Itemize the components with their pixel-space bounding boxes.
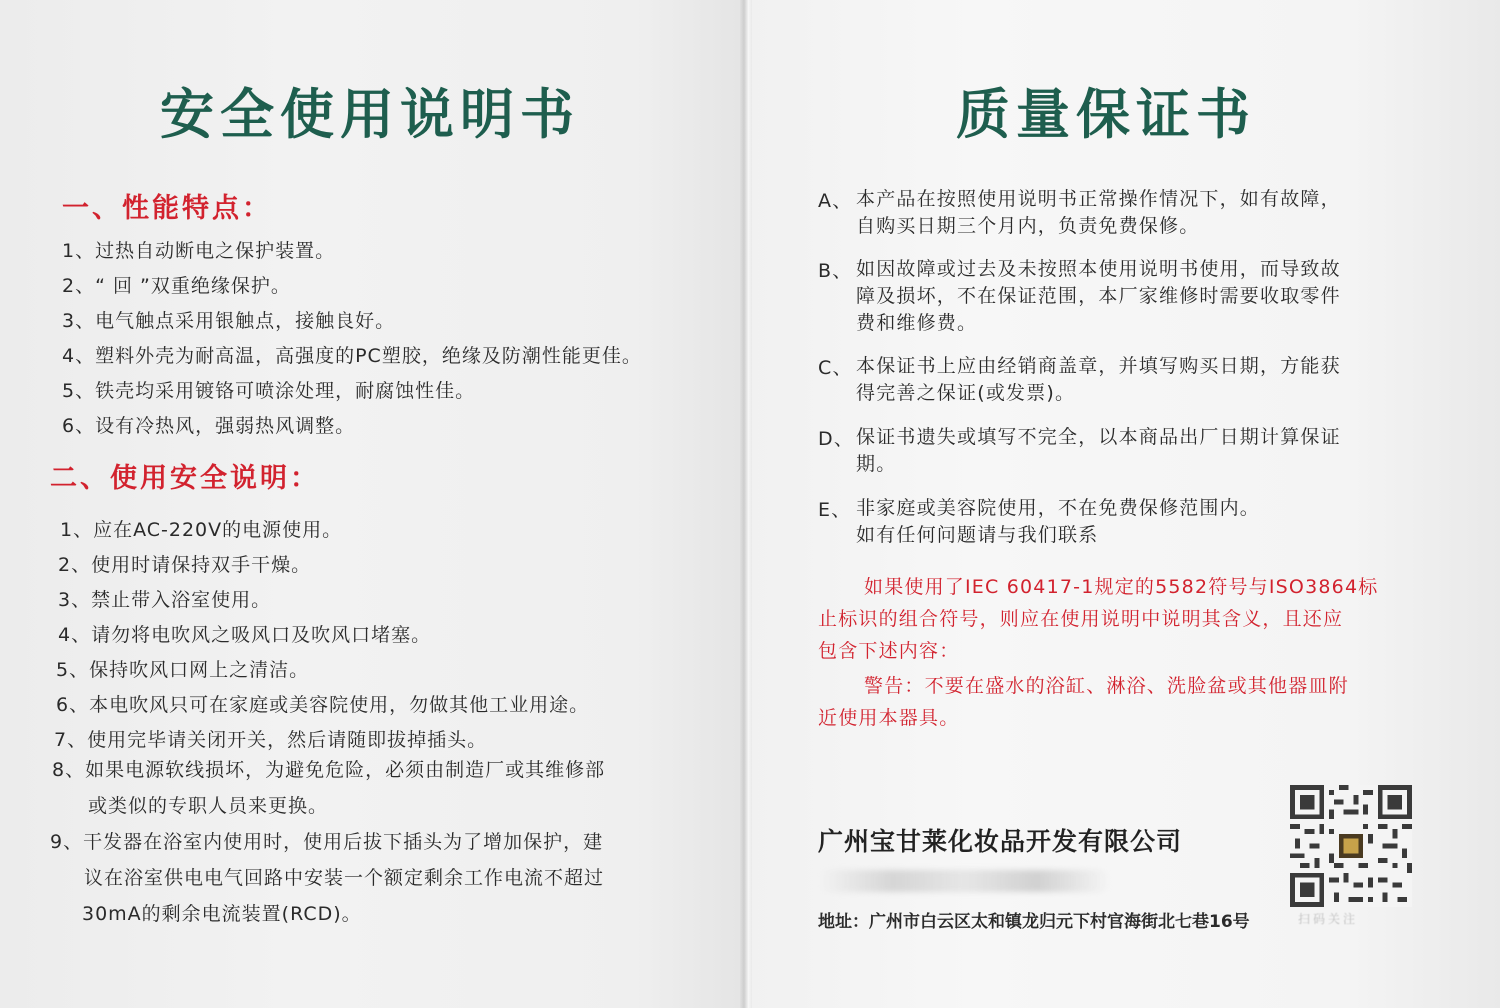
performance-item-2: 2、“ 回 ”双重绝缘保护。 (62, 275, 291, 297)
clause-d-letter: D、 (818, 428, 855, 450)
qr-caption: 扫码关注 (1298, 912, 1359, 926)
left-page (0, 0, 748, 1008)
symbol-notice-line-3: 包含下述内容： (818, 640, 960, 662)
symbol-notice-line-2: 止标识的组合符号，则应在使用说明中说明其含义，且还应 (818, 608, 1344, 630)
symbol-notice (818, 571, 1378, 667)
performance-item-3: 3、电气触点采用银触点，接触良好。 (62, 310, 396, 332)
clause-a-letter: A、 (818, 190, 853, 212)
warranty-clause-a (818, 186, 1341, 240)
warning-line-1: 警告：不要在盛水的浴缸、淋浴、洗脸盆或其他器皿附 (864, 675, 1349, 697)
section-performance-heading: 一、性能特点： (62, 193, 272, 224)
company-address: 地址：广州市白云区太和镇龙归元下村官海街北七巷16号 (818, 912, 1250, 932)
safety-item-2: 2、使用时请保持双手干燥。 (58, 554, 312, 576)
warning-line-2: 近使用本器具。 (818, 707, 960, 729)
clause-e-line-2: 如有任何问题请与我们联系 (856, 524, 1099, 546)
performance-item-6: 6、设有冷热风，强弱热风调整。 (62, 415, 356, 437)
warranty-clause-d (818, 424, 1341, 478)
clause-c-line-1: 本保证书上应由经销商盖章，并填写购买日期，方能获 (856, 355, 1341, 377)
warning-text (818, 670, 1349, 734)
clause-a-line-2: 自购买日期三个月内，负责免费保修。 (856, 215, 1200, 237)
safety-manual-title: 安全使用说明书 (160, 83, 580, 146)
safety-item-9-line-3: 30mA的剩余电流装置(RCD)。 (82, 903, 362, 925)
clause-d-line-2: 期。 (856, 453, 897, 475)
clause-b-letter: B、 (818, 260, 853, 282)
safety-item-9-line-1: 9、干发器在浴室内使用时，使用后拔下插头为了增加保护，建 (50, 831, 604, 853)
warranty-title: 质量保证书 (956, 83, 1256, 146)
clause-b-line-2: 障及损坏，不在保证范围，本厂家维修时需要收取零件 (856, 285, 1341, 307)
safety-item-7: 7、使用完毕请关闭开关，然后请随即拔掉插头。 (54, 729, 488, 751)
blurred-contact-line (820, 870, 1110, 892)
safety-item-3: 3、禁止带入浴室使用。 (58, 589, 272, 611)
section-safety-heading: 二、使用安全说明： (50, 463, 320, 494)
safety-item-6: 6、本电吹风只可在家庭或美容院使用，勿做其他工业用途。 (56, 694, 590, 716)
clause-b-line-1: 如因故障或过去及未按照本使用说明书使用，而导致故 (856, 258, 1341, 280)
performance-item-1: 1、过热自动断电之保护装置。 (62, 240, 336, 262)
safety-item-4: 4、请勿将电吹风之吸风口及吹风口堵塞。 (58, 624, 432, 646)
clause-c-letter: C、 (818, 357, 853, 379)
clause-e-letter: E、 (818, 499, 852, 521)
safety-item-8-line-2: 或类似的专职人员来更换。 (88, 795, 329, 817)
qr-code[interactable] (1290, 785, 1412, 907)
safety-item-9 (50, 824, 604, 932)
warranty-clause-b (818, 256, 1341, 337)
clause-a-line-1: 本产品在按照使用说明书正常操作情况下，如有故障， (856, 188, 1341, 210)
company-name: 广州宝甘莱化妆品开发有限公司 (818, 827, 1183, 856)
safety-item-8 (52, 752, 605, 824)
clause-b-line-3: 费和维修费。 (856, 312, 978, 334)
performance-item-4: 4、塑料外壳为耐高温，高强度的PC塑胶，绝缘及防潮性能更佳。 (62, 345, 642, 367)
page-fold (740, 0, 752, 1008)
symbol-notice-line-1: 如果使用了IEC 60417-1规定的5582符号与ISO3864标 (864, 576, 1379, 598)
clause-e-line-1: 非家庭或美容院使用，不在免费保修范围内。 (856, 497, 1261, 519)
warranty-clause-c (818, 353, 1341, 407)
performance-item-5: 5、铁壳均采用镀铬可喷涂处理，耐腐蚀性佳。 (62, 380, 476, 402)
clause-c-line-2: 得完善之保证(或发票)。 (856, 382, 1076, 404)
safety-item-8-line-1: 8、如果电源软线损坏，为避免危险，必须由制造厂或其维修部 (52, 759, 606, 781)
warranty-clause-e (818, 495, 1260, 549)
safety-item-9-line-2: 议在浴室供电电气回路中安装一个额定剩余工作电流不超过 (84, 867, 605, 889)
safety-item-5: 5、保持吹风口网上之清洁。 (56, 659, 310, 681)
safety-item-1: 1、应在AC-220V的电源使用。 (60, 519, 343, 541)
clause-d-line-1: 保证书遗失或填写不完全，以本商品出厂日期计算保证 (856, 426, 1341, 448)
